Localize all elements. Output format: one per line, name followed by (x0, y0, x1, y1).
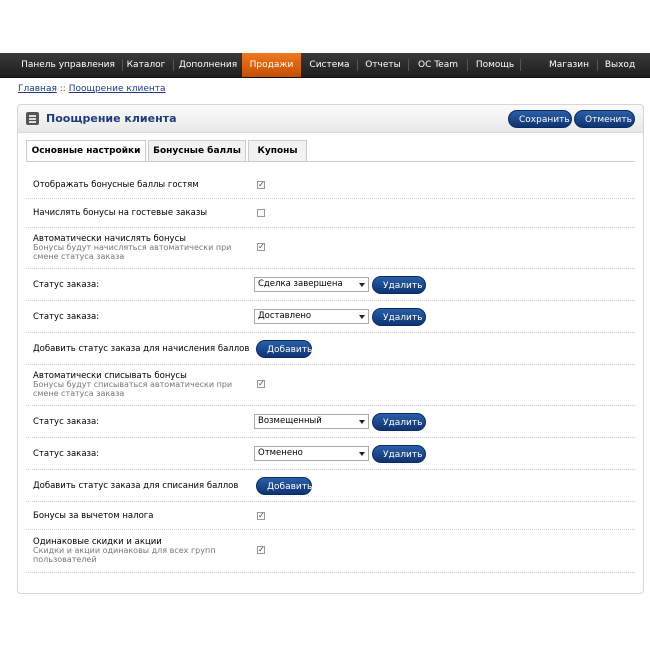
form-row-deduct-status (26, 406, 635, 438)
nav-store[interactable]: Магазин (548, 60, 590, 70)
add-status-value: Сделка завершена (258, 279, 343, 289)
deduct-status-label: Статус заказа: (33, 417, 100, 427)
add-status-select[interactable] (254, 277, 369, 292)
add-earning-status-label: Добавить статус заказа для начисления баллов (33, 344, 250, 354)
form-row-after-tax (26, 502, 635, 530)
nav-system[interactable]: Система (309, 60, 350, 70)
chevron-down-icon (359, 283, 365, 287)
breadcrumb (18, 84, 166, 94)
nav-logout[interactable]: Выход (604, 60, 636, 70)
add-status-value: Доставлено (258, 311, 312, 321)
form-row-add-status (26, 269, 635, 301)
checkmark-icon: ✓ (258, 379, 265, 388)
checkmark-icon: ✓ (258, 511, 265, 520)
chevron-down-icon (359, 452, 365, 456)
guest-orders-checkbox[interactable] (257, 209, 265, 217)
auto-deduct-label: Автоматически списывать бонусы (33, 371, 187, 381)
show-points-guests-label: Отображать бонусные баллы гостям (33, 180, 199, 190)
tab-divider (26, 161, 635, 162)
checkmark-icon: ✓ (258, 242, 265, 251)
nav-separator (408, 59, 409, 71)
nav-sales[interactable]: Продажи (242, 53, 301, 77)
form-row-auto-add (26, 228, 635, 269)
after-tax-label: Бонусы за вычетом налога (33, 511, 154, 521)
deduct-status-select[interactable] (254, 414, 369, 429)
tab-general-settings[interactable]: Основные настройки (26, 140, 146, 162)
chevron-down-icon (359, 315, 365, 319)
chevron-down-icon (359, 420, 365, 424)
page-title: Поощрение клиента (46, 112, 177, 125)
breadcrumb-home[interactable]: Главная (18, 84, 57, 94)
form-row-add-status (26, 301, 635, 333)
nav-separator (597, 59, 598, 71)
settings-page-icon (26, 112, 39, 125)
tab-bonus-points[interactable]: Бонусные баллы (148, 140, 246, 161)
nav-separator (173, 59, 174, 71)
deduct-status-value: Отменено (258, 448, 303, 458)
nav-separator (122, 59, 123, 71)
add-deduct-status-button[interactable]: Добавить (256, 477, 312, 495)
add-status-label: Статус заказа: (33, 312, 100, 322)
top-navigation (0, 53, 650, 78)
deduct-status-select[interactable] (254, 446, 369, 461)
form-row-same-discounts (26, 530, 635, 573)
box-header (18, 105, 643, 133)
nav-separator (520, 59, 521, 71)
form-row-show-points-guests (26, 171, 635, 199)
same-discounts-checkbox[interactable] (257, 546, 265, 554)
tab-coupons[interactable]: Купоны (248, 140, 307, 161)
checkmark-icon: ✓ (258, 545, 265, 554)
checkmark-icon: ✓ (258, 180, 265, 189)
nav-separator (357, 59, 358, 71)
remove-deduct-status-button[interactable]: Удалить (372, 413, 426, 431)
save-button[interactable]: Сохранить (508, 110, 572, 128)
remove-add-status-button[interactable]: Удалить (372, 276, 426, 294)
auto-add-label: Автоматически начислять бонусы (33, 234, 186, 244)
nav-reports[interactable]: Отчеты (365, 60, 401, 70)
show-points-guests-checkbox[interactable] (257, 181, 265, 189)
nav-catalog[interactable]: Каталог (126, 60, 166, 70)
nav-oc-team[interactable]: OC Team (417, 60, 459, 70)
same-discounts-help: Скидки и акции одинаковы для всех групп пользователей (33, 546, 216, 564)
add-deduct-status-label: Добавить статус заказа для списания баллов (33, 481, 239, 491)
form-row-deduct-status-button (26, 470, 635, 502)
deduct-status-value: Возмещенный (258, 416, 322, 426)
cancel-button[interactable]: Отменить (574, 110, 635, 128)
form-row-add-status-button (26, 333, 635, 365)
form-row-guest-orders (26, 199, 635, 228)
form-row-deduct-status (26, 438, 635, 470)
same-discounts-label: Одинаковые скидки и акции (33, 537, 162, 547)
form-row-auto-deduct (26, 365, 635, 406)
nav-dashboard[interactable]: Панель управления (21, 60, 115, 70)
auto-add-help: Бонусы будут начисляться автоматически при смене статуса заказа (33, 243, 232, 261)
breadcrumb-current[interactable]: Поощрение клиента (68, 84, 166, 94)
guest-orders-label: Начислять бонусы на гостевые заказы (33, 208, 208, 218)
remove-add-status-button[interactable]: Удалить (372, 308, 426, 326)
auto-deduct-checkbox[interactable] (257, 380, 265, 388)
after-tax-checkbox[interactable] (257, 512, 265, 520)
deduct-status-label: Статус заказа: (33, 449, 100, 459)
nav-separator (467, 59, 468, 71)
add-status-select[interactable] (254, 309, 369, 324)
nav-extensions[interactable]: Дополнения (178, 60, 238, 70)
auto-add-checkbox[interactable] (257, 243, 265, 251)
auto-deduct-help: Бонусы будут списываться автоматически при смене статуса заказа (33, 380, 233, 398)
nav-help[interactable]: Помощь (475, 60, 515, 70)
breadcrumb-separator: :: (59, 84, 66, 94)
add-earning-status-button[interactable]: Добавить (256, 340, 312, 358)
remove-deduct-status-button[interactable]: Удалить (372, 445, 426, 463)
content-box (17, 104, 644, 594)
add-status-label: Статус заказа: (33, 280, 100, 290)
